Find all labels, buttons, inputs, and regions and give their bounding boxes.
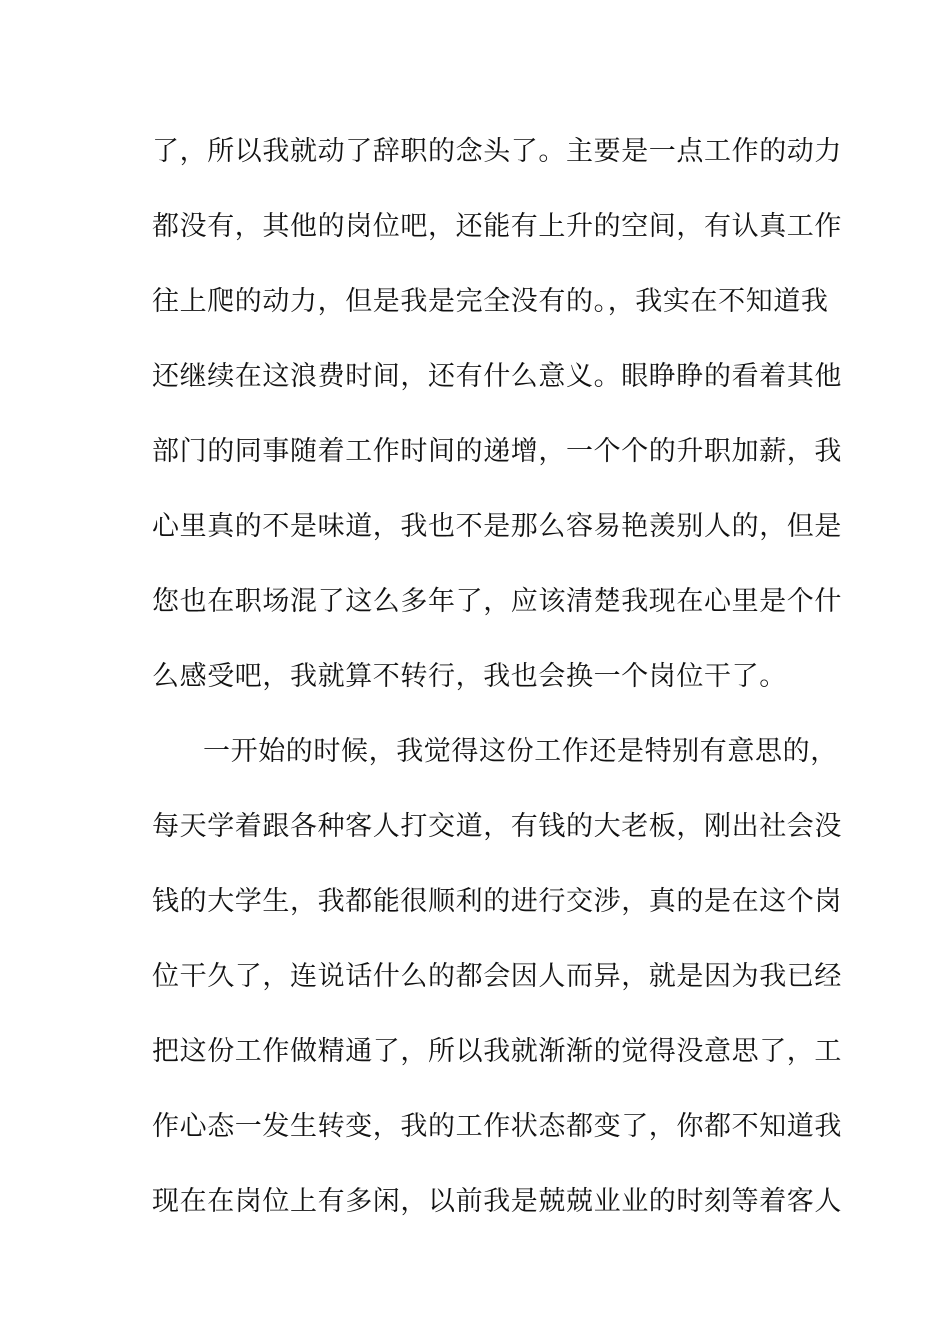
text-line: 作心态一发生转变，我的工作状态都变了，你都不知道我: [152, 1111, 842, 1142]
text-line: 钱的大学生，我都能很顺利的进行交涉，真的是在这个岗: [152, 886, 842, 917]
text-line: 了，所以我就动了辞职的念头了。主要是一点工作的动力: [152, 136, 842, 167]
text-line: 么感受吧，我就算不转行，我也会换一个岗位干了。: [152, 661, 787, 692]
text-line: 现在在岗位上有多闲，以前我是兢兢业业的时刻等着客人: [152, 1186, 842, 1217]
text-line: 您也在职场混了这么多年了，应该清楚我现在心里是个什: [152, 586, 842, 617]
text-line: 把这份工作做精通了，所以我就渐渐的觉得没意思了，工: [152, 1036, 842, 1067]
text-line: 心里真的不是味道，我也不是那么容易艳羡别人的，但是: [152, 511, 842, 542]
paragraph-first-line: 一开始的时候，我觉得这份工作还是特别有意思的，: [203, 736, 838, 767]
text-line: 还继续在这浪费时间，还有什么意义。眼睁睁的看着其他: [152, 361, 842, 392]
text-line: 部门的同事随着工作时间的递增，一个个的升职加薪，我: [152, 436, 842, 467]
text-line: 每天学着跟各种客人打交道，有钱的大老板，刚出社会没: [152, 811, 842, 842]
text-line: 都没有，其他的岗位吧，还能有上升的空间，有认真工作: [152, 211, 842, 242]
text-line: 往上爬的动力，但是我是完全没有的。，我实在不知道我: [152, 286, 829, 317]
text-line: 位干久了，连说话什么的都会因人而异，就是因为我已经: [152, 961, 842, 992]
